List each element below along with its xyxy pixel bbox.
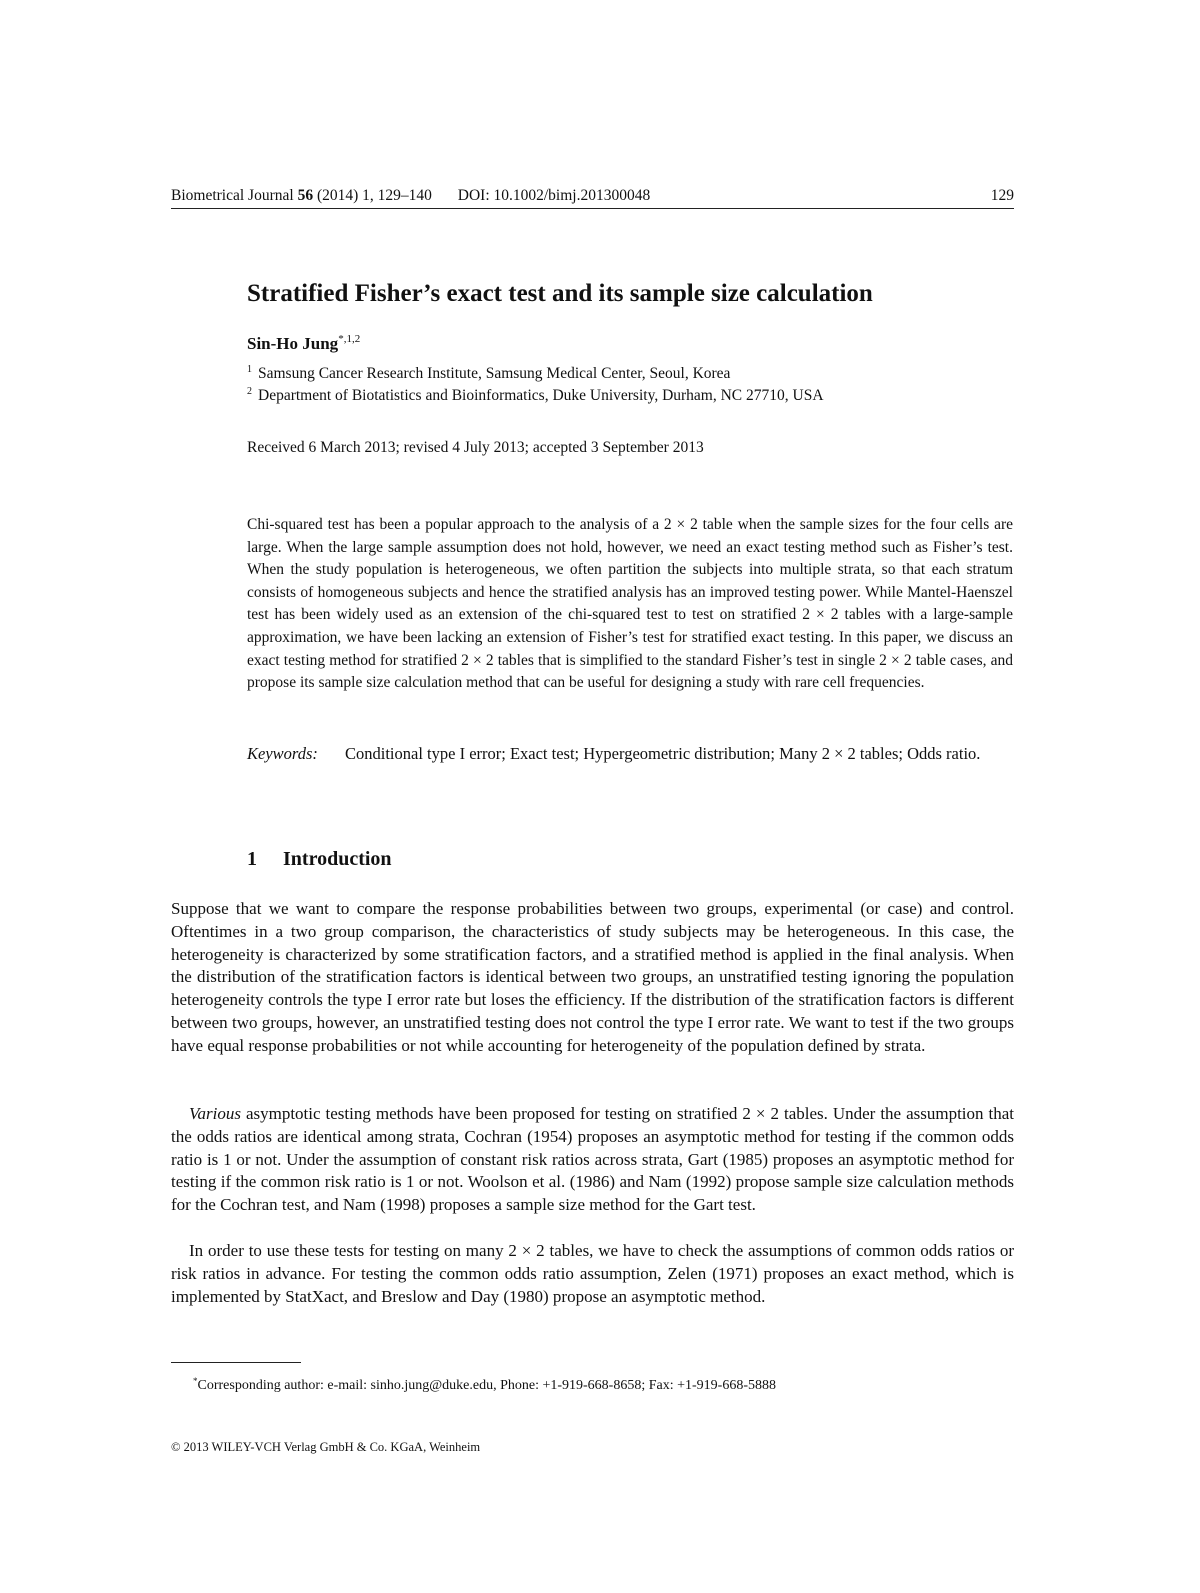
keywords: [247, 743, 1013, 765]
footnote-mark: *: [193, 1376, 198, 1386]
journal-doi[interactable]: DOI: 10.1002/bimj.201300048: [457, 187, 651, 204]
paragraph-2-text: asymptotic testing methods have been proposed for testing on stratified 2 × 2 tables. Under the assumption that the odds ratios are identical among strata, Cochran (1954) proposes an asymptotic method for testing if the common odds ratio is 1 or not. Under the assumption of constant risk ratios across strata, Gart (1985) proposes an asymptotic method for testing if the common risk ratio is 1 or not. Woolson et al. (1986) and Nam (1992) propose sample size calculation methods for the Cochran test, and Nam (1998) proposes a sample size method for the Gart test.: [171, 1104, 1014, 1215]
keywords-text: Conditional type I error; Exact test; Hypergeometric distribution; Many 2 × 2 tables; Odds ratio.: [345, 744, 981, 763]
affiliation-text: Department of Biotatistics and Bioinformatics, Duke University, Durham, NC 27710, USA: [258, 387, 824, 404]
footnote: [193, 1376, 776, 1394]
running-header: [171, 187, 1014, 205]
footnote-rule: [171, 1362, 301, 1363]
affiliation-2: [247, 386, 824, 405]
author-marks: *,1,2: [338, 333, 361, 345]
footnote-text: Corresponding author: e-mail: sinho.jung@duke.edu, Phone: +1-919-668-8658; Fax: +1-919-668-5888: [197, 1378, 776, 1393]
section-heading: [247, 848, 392, 871]
affiliation-1: [247, 364, 730, 383]
journal-issue-pages: (2014) 1, 129–140: [316, 187, 432, 204]
section-number: 1: [247, 848, 257, 870]
journal-name: Biometrical Journal: [171, 187, 294, 204]
paper-title: Stratified Fisher’s exact test and its sample size calculation: [247, 280, 873, 307]
author-name: Sin-Ho Jung: [247, 334, 339, 353]
header-rule: [171, 208, 1014, 209]
paragraph-1: Suppose that we want to compare the response probabilities between two groups, experimental (or case) and control. Oftentimes in a two group comparison, the characteristics of study subjects may be heterogeneous. In this case, the heterogeneity is characterized by some stratification factors, and a stratified method is applied in the final analysis. When the distribution of the stratification factors is identical between two groups, an unstratified testing ignoring the population heterogeneity controls the type I error rate but loses the efficiency. If the distribution of the stratification factors is different between two groups, however, an unstratified testing does not control the type I error rate. We want to test if the two groups have equal response probabilities or not while accounting for heterogeneity of the population defined by strata.: [171, 899, 1014, 1055]
section-title: Introduction: [283, 848, 392, 870]
abstract: Chi-squared test has been a popular approach to the analysis of a 2 × 2 table when the sample sizes for the four cells are large. When the large sample assumption does not hold, however, we need an exact testing method such as Fisher’s test. When the study population is heterogeneous, we often partition the subjects into multiple strata, so that each stratum consists of homogeneous subjects and hence the stratified analysis has an improved testing power. While Mantel-Haenszel test has been widely used as an extension of the chi-squared test to test on stratified 2 × 2 tables with a large-sample approximation, we have been lacking an extension of Fisher’s test for stratified exact testing. In this paper, we discuss an exact testing method for stratified 2 × 2 tables that is simplified to the standard Fisher’s test in single 2 × 2 table cases, and propose its sample size calculation method that can be useful for designing a study with rare cell frequencies.: [247, 516, 1013, 692]
affiliation-text: Samsung Cancer Research Institute, Samsung Medical Center, Seoul, Korea: [258, 365, 731, 382]
page-number: 129: [990, 187, 1014, 204]
author: [247, 333, 360, 354]
paragraph-2-lead: Various: [189, 1104, 241, 1123]
copyright-notice: © 2013 WILEY-VCH Verlag GmbH & Co. KGaA, Weinheim: [171, 1440, 481, 1454]
received-dates: Received 6 March 2013; revised 4 July 2013; accepted 3 September 2013: [247, 439, 704, 456]
affiliation-mark: 2: [247, 386, 252, 397]
paragraph-3: In order to use these tests for testing on many 2 × 2 tables, we have to check the assumptions of common odds ratios or risk ratios in advance. For testing the common odds ratio assumption, Zelen (1971) proposes an exact method, which is implemented by StatXact, and Breslow and Day (1980) propose an asymptotic method.: [171, 1241, 1014, 1306]
journal-volume: 56: [297, 187, 314, 204]
paragraph-2: [171, 1103, 1014, 1217]
journal-citation: [171, 187, 650, 205]
affiliation-mark: 1: [247, 364, 252, 375]
keywords-label: Keywords:: [247, 744, 318, 763]
